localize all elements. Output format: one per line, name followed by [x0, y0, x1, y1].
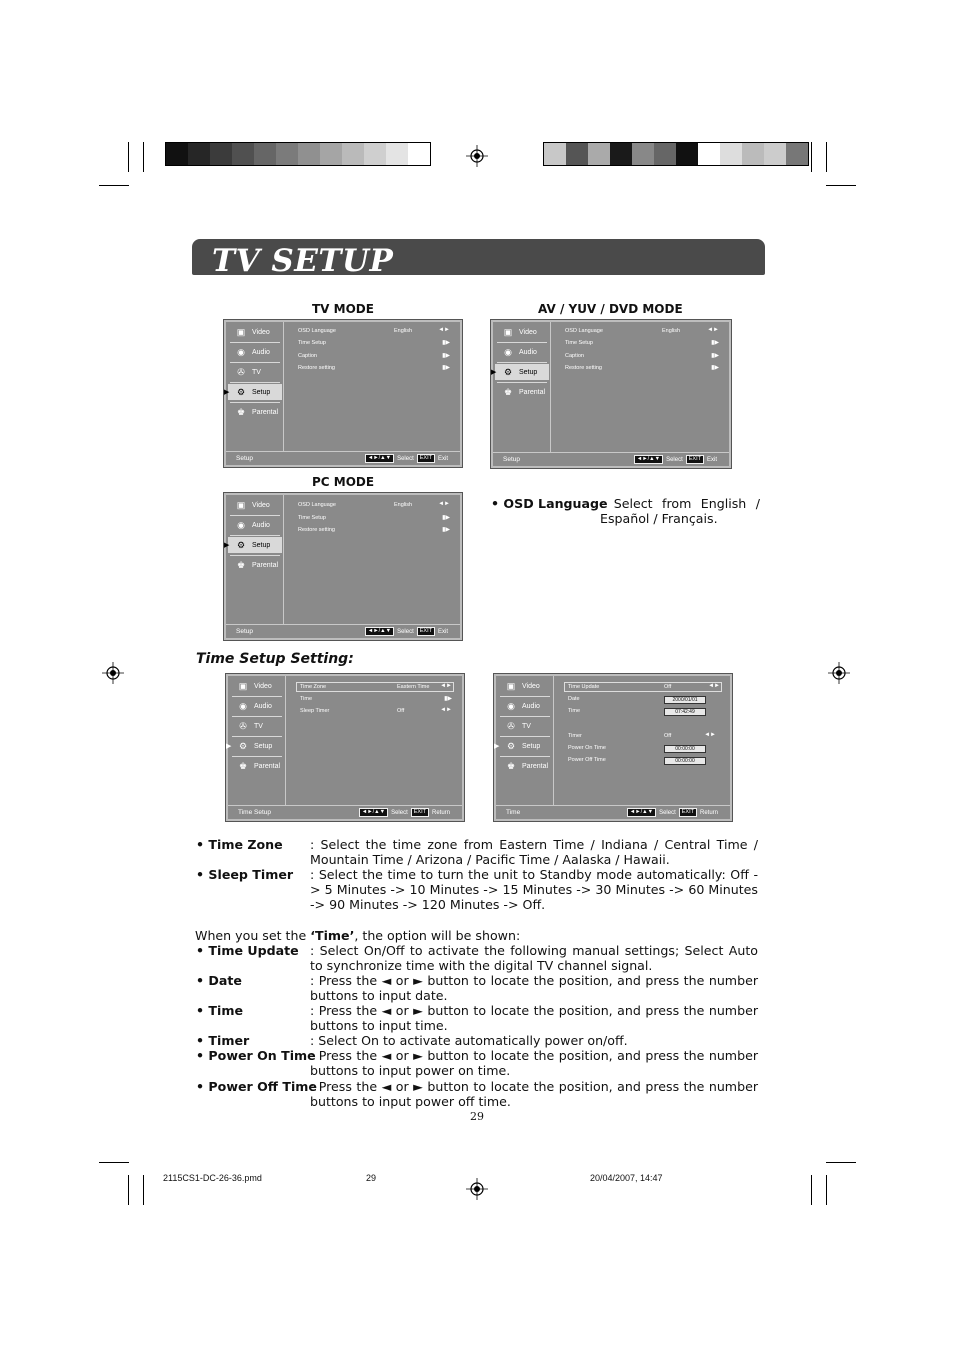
- tv-mode-label: TV MODE: [312, 302, 374, 316]
- color-swatch: [342, 143, 364, 165]
- osd-row-timer[interactable]: Timer Off ◄►: [568, 732, 716, 739]
- menu-item-setup[interactable]: ▶ ⚙ Setup: [226, 740, 273, 751]
- osd-row[interactable]: Time ▮▶: [300, 696, 452, 702]
- nav-keys-icon: ◄►/▲▼: [359, 808, 388, 817]
- left-right-arrow-icon: ◄►: [440, 707, 452, 713]
- menu-item-parental[interactable]: ♚ Parental: [498, 758, 552, 774]
- osd-row[interactable]: Time Update Off ◄►: [568, 683, 720, 690]
- parental-icon: ♚: [236, 406, 246, 417]
- color-swatch: [408, 143, 430, 165]
- registration-mark-icon: [466, 145, 488, 167]
- video-icon: ▣: [238, 680, 248, 691]
- crop-mark: [99, 185, 129, 186]
- section-title-time-setup: Time Setup Setting:: [196, 651, 354, 667]
- left-right-arrow-icon: ◄►: [438, 501, 450, 507]
- osd-row[interactable]: Caption ▮▶: [565, 353, 719, 359]
- color-swatch: [610, 143, 632, 165]
- time-value-box[interactable]: 07:42:49: [664, 708, 706, 716]
- enter-arrow-icon: ▮▶: [711, 353, 719, 359]
- time-setting-descriptions: • Time Zone : Select the time zone from Eastern Time / Indiana / Central Time / Mountain Time / Arizona / Pacific Time / Aalaska / Hawaii. • Sleep Timer : Select the time to turn the unit to Standby mode automatically: Off -> 5 Minutes -> 10 Minutes -> 15 Minutes -> 30 Minutes -> 60 Minutes -> 90 Minutes -> 120 Minutes -> Off.: [196, 837, 758, 912]
- audio-icon: ◉: [237, 346, 245, 357]
- osd-footer: Setup ◄►/▲▼ Select EXIT Exit: [226, 624, 460, 638]
- color-swatch: [188, 143, 210, 165]
- color-swatch: [698, 143, 720, 165]
- osd-row[interactable]: Time Zone Eastern Time ◄►: [300, 683, 452, 690]
- osd-row[interactable]: OSD Language English ◄►: [565, 327, 719, 334]
- color-swatch: [166, 143, 188, 165]
- enter-arrow-icon: ▮▶: [711, 340, 719, 346]
- enter-arrow-icon: ▮▶: [442, 527, 450, 533]
- time-setup-osd-screen: [226, 674, 464, 821]
- color-swatch: [320, 143, 342, 165]
- menu-item-audio[interactable]: ◉ Audio: [230, 698, 284, 714]
- osd-row[interactable]: Sleep Timer Off ◄►: [300, 707, 452, 714]
- osd-row[interactable]: Restore setting ▮▶: [298, 527, 450, 533]
- menu-item-setup[interactable]: ▶ ⚙ Setup: [228, 384, 282, 400]
- menu-item-tv[interactable]: ✇ TV: [498, 718, 552, 734]
- crop-mark: [826, 142, 827, 172]
- audio-icon: ◉: [237, 519, 245, 530]
- tv-icon: ✇: [237, 366, 245, 377]
- setup-icon: ⚙: [238, 740, 248, 751]
- osd-row[interactable]: OSD Language English ◄►: [298, 501, 450, 508]
- osd-footer: Setup ◄►/▲▼ Select EXIT Exit: [493, 452, 729, 466]
- time-option-intro: When you set the ‘Time’, the option will be shown:: [195, 928, 521, 943]
- menu-item-audio[interactable]: ◉ Audio: [495, 344, 549, 360]
- osd-row[interactable]: Time Setup ▮▶: [298, 515, 450, 521]
- osd-footer: Time ◄►/▲▼ Select EXIT Return: [496, 805, 730, 819]
- color-swatch: [276, 143, 298, 165]
- pc-mode-label: PC MODE: [312, 475, 375, 489]
- registration-mark-icon: [828, 662, 850, 684]
- menu-item-audio[interactable]: ◉ Audio: [498, 698, 552, 714]
- nav-keys-icon: ◄►/▲▼: [365, 454, 394, 463]
- video-icon: ▣: [503, 326, 513, 337]
- osd-row[interactable]: OSD Language English ◄►: [298, 327, 450, 334]
- osd-row[interactable]: Restore setting ▮▶: [565, 365, 719, 371]
- crop-mark: [128, 1175, 129, 1205]
- menu-item-video[interactable]: ▣ Video: [228, 324, 282, 340]
- menu-item-video[interactable]: ▣ Video: [495, 324, 549, 340]
- menu-item-setup[interactable]: ▶ ⚙ Setup: [228, 537, 282, 553]
- enter-arrow-icon: ▮▶: [442, 515, 450, 521]
- av-mode-osd-screen: [491, 320, 731, 468]
- left-right-arrow-icon: ◄►: [707, 327, 719, 333]
- setup-icon: ⚙: [236, 386, 246, 397]
- enter-arrow-icon: ▮▶: [442, 365, 450, 371]
- video-icon: ▣: [506, 680, 516, 691]
- color-swatch: [764, 143, 786, 165]
- color-swatch: [386, 143, 408, 165]
- osd-row-time[interactable]: Time: [568, 708, 581, 714]
- page-title: TV SETUP: [212, 243, 394, 279]
- page-title-bar: [192, 239, 765, 279]
- menu-item-video[interactable]: ▣ Video: [230, 678, 284, 694]
- color-swatch: [210, 143, 232, 165]
- osd-footer: Time Setup ◄►/▲▼ Select EXIT Return: [228, 805, 462, 819]
- setup-icon: ⚙: [506, 740, 516, 751]
- pointer-icon: ▶: [494, 743, 500, 750]
- crop-mark: [826, 1175, 827, 1205]
- left-right-arrow-icon: ◄►: [704, 732, 716, 738]
- color-swatch: [742, 143, 764, 165]
- menu-item-audio[interactable]: ◉ Audio: [228, 344, 282, 360]
- pointer-icon: ▶: [224, 389, 230, 396]
- footer-filename: 2115CS1-DC-26-36.pmd: [163, 1173, 262, 1183]
- crop-mark: [811, 142, 812, 172]
- osd-row-power-on[interactable]: Power On Time: [568, 745, 606, 751]
- left-right-arrow-icon: ◄►: [440, 683, 452, 689]
- setup-icon: ⚙: [236, 539, 246, 550]
- color-swatch: [232, 143, 254, 165]
- menu-item-video[interactable]: ▣ Video: [228, 497, 282, 513]
- menu-item-video[interactable]: ▣ Video: [498, 678, 552, 694]
- crop-mark: [128, 142, 129, 172]
- left-right-arrow-icon: ◄►: [438, 327, 450, 333]
- audio-icon: ◉: [239, 700, 247, 711]
- color-swatch: [544, 143, 566, 165]
- menu-item-parental[interactable]: ♚ Parental: [495, 384, 549, 400]
- crop-mark: [826, 1162, 856, 1163]
- video-icon: ▣: [236, 499, 246, 510]
- menu-item-parental[interactable]: ♚ Parental: [228, 404, 282, 420]
- date-value-box[interactable]: 2000/01/01: [664, 696, 706, 704]
- parental-icon: ♚: [506, 760, 516, 771]
- color-swatch: [720, 143, 742, 165]
- color-swatch: [298, 143, 320, 165]
- osd-row-date[interactable]: Date: [568, 696, 580, 702]
- audio-icon: ◉: [504, 346, 512, 357]
- color-swatch: [588, 143, 610, 165]
- menu-item-tv[interactable]: ✇ TV: [228, 364, 282, 380]
- osd-row-power-off[interactable]: Power Off Time: [568, 757, 606, 763]
- menu-item-parental[interactable]: ♚ Parental: [230, 758, 284, 774]
- osd-footer: Setup ◄►/▲▼ Select EXIT Exit: [226, 451, 460, 465]
- tv-icon: ✇: [239, 720, 247, 731]
- pointer-icon: ▶: [224, 542, 230, 549]
- enter-arrow-icon: ▮▶: [442, 353, 450, 359]
- menu-item-parental[interactable]: ♚ Parental: [228, 557, 282, 573]
- power-on-value-box[interactable]: 00:00:00: [664, 745, 706, 753]
- power-off-value-box[interactable]: 00:00:00: [664, 757, 706, 765]
- color-swatch: [632, 143, 654, 165]
- enter-arrow-icon: ▮▶: [711, 365, 719, 371]
- osd-row[interactable]: Time Setup ▮▶: [565, 340, 719, 346]
- color-swatch: [654, 143, 676, 165]
- pointer-icon: ▶: [226, 743, 232, 750]
- nav-keys-icon: ◄►/▲▼: [365, 627, 394, 636]
- menu-item-tv[interactable]: ✇ TV: [230, 718, 284, 734]
- osd-row[interactable]: Restore setting ▮▶: [298, 365, 450, 371]
- crop-mark: [143, 1175, 144, 1205]
- menu-item-setup[interactable]: ▶ ⚙ Setup: [494, 740, 541, 751]
- color-swatch: [676, 143, 698, 165]
- crop-mark: [99, 1162, 129, 1163]
- enter-arrow-icon: ▮▶: [442, 340, 450, 346]
- osd-row[interactable]: Caption ▮▶: [298, 353, 450, 359]
- osd-row[interactable]: Time Setup ▮▶: [298, 340, 450, 346]
- tv-icon: ✇: [507, 720, 515, 731]
- crop-mark: [143, 142, 144, 172]
- color-swatch: [566, 143, 588, 165]
- color-bar-right: [543, 142, 809, 166]
- av-mode-label: AV / YUV / DVD MODE: [538, 302, 683, 316]
- setup-icon: ⚙: [503, 366, 513, 377]
- registration-mark-icon: [466, 1178, 488, 1200]
- menu-item-audio[interactable]: ◉ Audio: [228, 517, 282, 533]
- pointer-icon: ▶: [491, 369, 497, 376]
- osd-language-note: • OSD Language : Select from English / Español / Français.: [491, 496, 760, 526]
- footer-date: 20/04/2007, 14:47: [590, 1173, 663, 1183]
- registration-mark-icon: [102, 662, 124, 684]
- parental-icon: ♚: [236, 559, 246, 570]
- color-swatch: [254, 143, 276, 165]
- video-icon: ▣: [236, 326, 246, 337]
- color-swatch: [786, 143, 808, 165]
- audio-icon: ◉: [507, 700, 515, 711]
- nav-keys-icon: ◄►/▲▼: [627, 808, 656, 817]
- time-option-descriptions: • Time Update : Select On/Off to activate the following manual settings; Select Auto to synchronize time with the digital TV channel signal. • Date : Press the ◄ or ► button to locate the position, and press the number buttons to input date. • Time : Press the ◄ or ► button to locate the position, and press the number buttons to input time. • Timer : Select On to activate automatically power on/off. • Power On Time : Press the ◄ or ► button to locate the position, and press the number buttons to input power on time. • Power Off Time : Press the ◄ or ► button to locate the position, and press the number buttons to input power off time.: [196, 943, 758, 1109]
- tv-mode-osd-screen: [224, 320, 462, 467]
- time-osd-screen: [494, 674, 732, 821]
- pc-mode-osd-screen: [224, 493, 462, 640]
- menu-item-setup[interactable]: ▶ ⚙ Setup: [495, 364, 549, 380]
- parental-icon: ♚: [238, 760, 248, 771]
- color-bar-left: [165, 142, 431, 166]
- enter-arrow-icon: ▮▶: [444, 696, 452, 702]
- nav-keys-icon: ◄►/▲▼: [634, 455, 663, 464]
- crop-mark: [811, 1175, 812, 1205]
- footer-page: 29: [366, 1173, 377, 1183]
- color-swatch: [364, 143, 386, 165]
- page-number: 29: [470, 1110, 484, 1123]
- left-right-arrow-icon: ◄►: [708, 683, 720, 689]
- crop-mark: [826, 185, 856, 186]
- parental-icon: ♚: [503, 386, 513, 397]
